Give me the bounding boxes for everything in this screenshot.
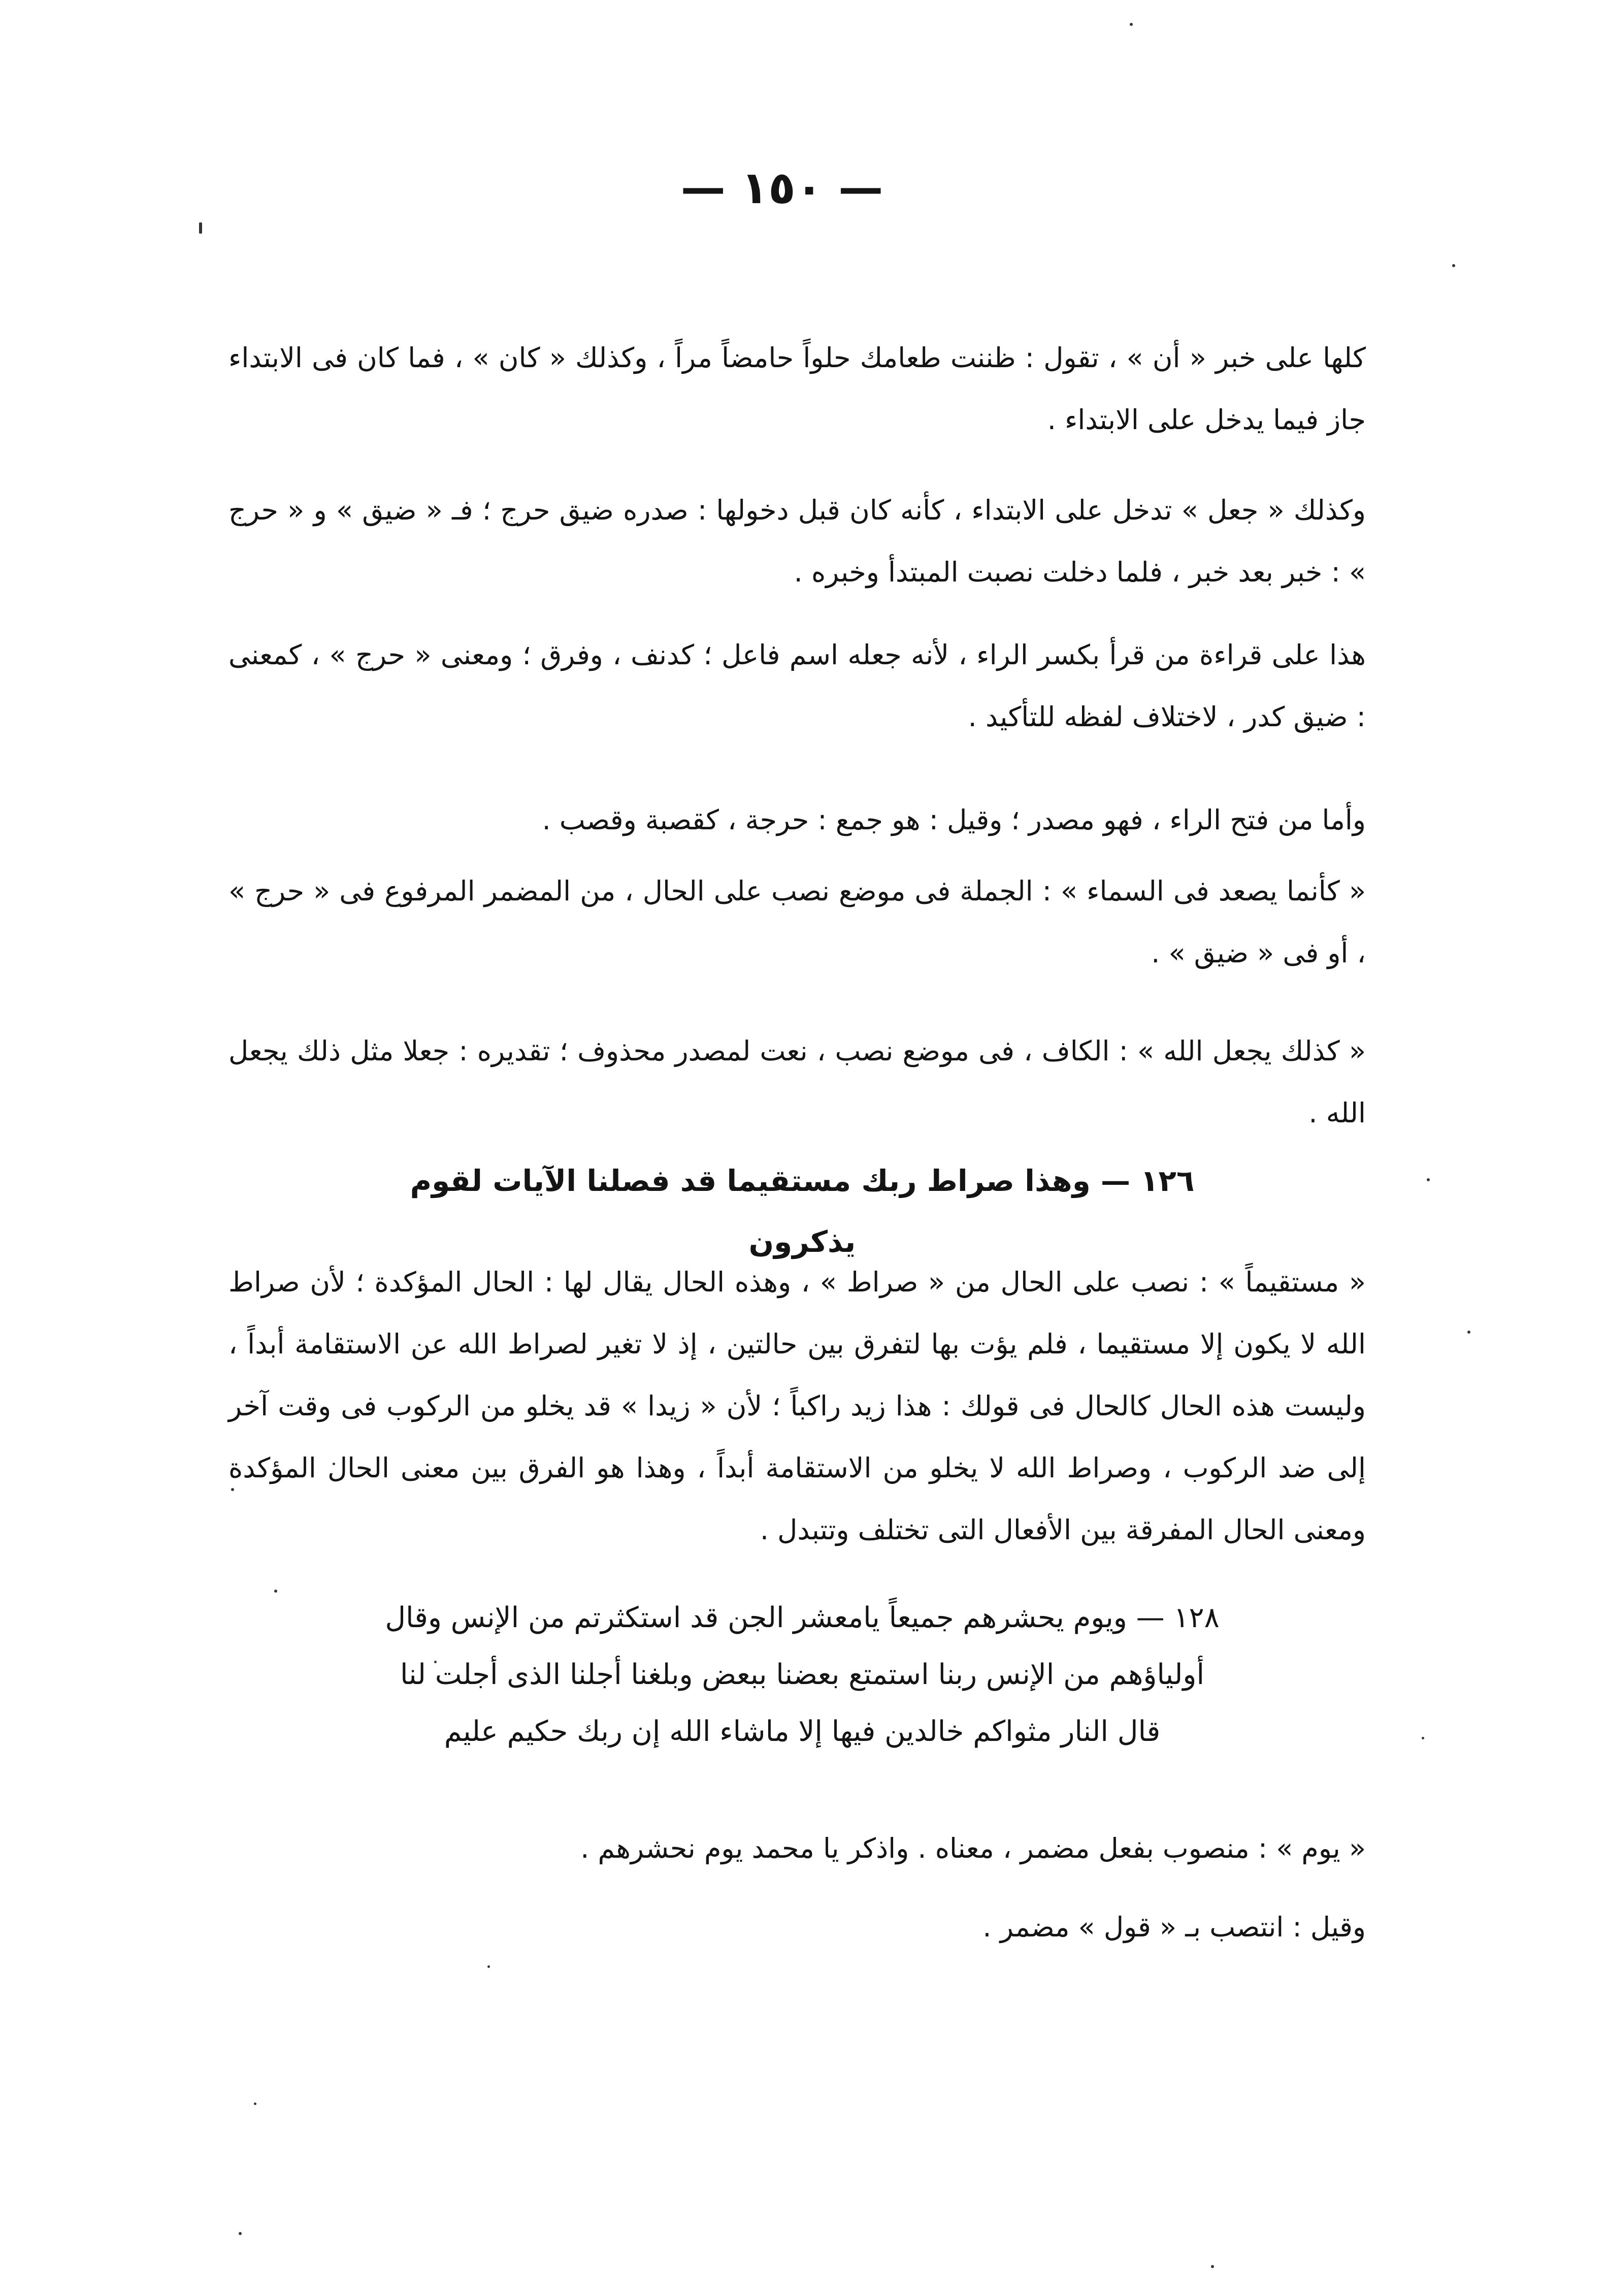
verse-line: ١٢٨ — ويوم يحشرهم جميعاً يامعشر الجن قد استكثرتم من الإنس وقال [385,1601,1220,1634]
scan-speck [1211,2265,1214,2268]
scan-speck [1422,1737,1424,1739]
verse-heading: ١٢٦ — وهذا صراط ربك مستقيما قد فصلنا الآيات لقوم يذكرون [410,1163,1195,1259]
scan-speck [239,2232,242,2235]
commentary-paragraph: « يوم » : منصوب بفعل مضمر ، معناه . واذكر يا محمد يوم نحشرهم . [580,1832,1366,1864]
scan-speck [1130,23,1133,26]
page-number: — ١٥٠ — [680,161,883,214]
scan-speck [1467,1331,1470,1334]
verse-line: قال النار مثواكم خالدين فيها إلا ماشاء الله إن ربك حكيم عليم [444,1715,1161,1748]
scan-speck [487,1965,490,1968]
commentary-paragraph: وكذلك « جعل » تدخل على الابتداء ، كأنه كان قبل دخولها : صدره ضيق حرج ؛ فـ « ضيق » و « حرج » : خبر بعد خبر ، فلما دخلت نصبت المبتدأ وخبره . [228,494,1366,588]
commentary-paragraph: هذا على قراءة من قرأ بكسر الراء ، لأنه جعله اسم فاعل ؛ كدنف ، وفرق ؛ ومعنى « حرج » ، كمعنى : ضيق كدر ، لاختلاف لفظه للتأكيد . [228,639,1366,733]
commentary-paragraph: « كأنما يصعد فى السماء » : الجملة فى موضع نصب على الحال ، من المضمر المرفوع فى « حرج » ، أو فى « ضيق » . [228,875,1366,969]
scan-speck [274,1590,277,1593]
verse-block [355,1590,1249,1760]
scan-speck [1427,1178,1430,1181]
scan-speck [1452,264,1455,267]
scan-speck [199,222,202,234]
commentary-paragraph: « مستقيماً » : نصب على الحال من « صراط » ، وهذه الحال يقال لها : الحال المؤكدة ؛ لأن صراط الله لا يكون إلا مستقيما ، فلم يؤت بها لتفرق بين حالتين ، إذ لا تغير لصراط الله عن الاستقامة أبداً ، وليست هذه الحال كالحال فى قولك : هذا زيد راكباً ؛ لأن « زيدا » قد يخلو من الركوب فى وقت آخر إلى ضد الركوب ، وصراط الله لا يخلو من الاستقامة أبداً ، وهذا هو الفرق بين معنى الحال المؤكدة ومعنى الحال المفرقة بين الأفعال التى تختلف وتتبدل . [228,1266,1366,1546]
commentary-paragraph: كلها على خبر « أن » ، تقول : ظننت طعامك حلواً حامضاً مراً ، وكذلك « كان » ، فما كان فى الابتداء جاز فيما يدخل على الابتداء . [228,342,1366,436]
scan-speck [254,2103,256,2105]
commentary-paragraph: وقيل : انتصب بـ « قول » مضمر . [982,1911,1366,1943]
commentary-paragraph: « كذلك يجعل الله » : الكاف ، فى موضع نصب ، نعت لمصدر محذوف ؛ تقديره : جعلا مثل ذلك يجعل الله . [228,1035,1366,1129]
verse-line: أولياؤهم من الإنس ربنا استمتع بعضنا ببعض وبلغنا أجلنا الذى أجلت لنا [400,1658,1205,1691]
commentary-paragraph: وأما من فتح الراء ، فهو مصدر ؛ وقيل : هو جمع : حرجة ، كقصبة وقصب . [542,804,1366,836]
